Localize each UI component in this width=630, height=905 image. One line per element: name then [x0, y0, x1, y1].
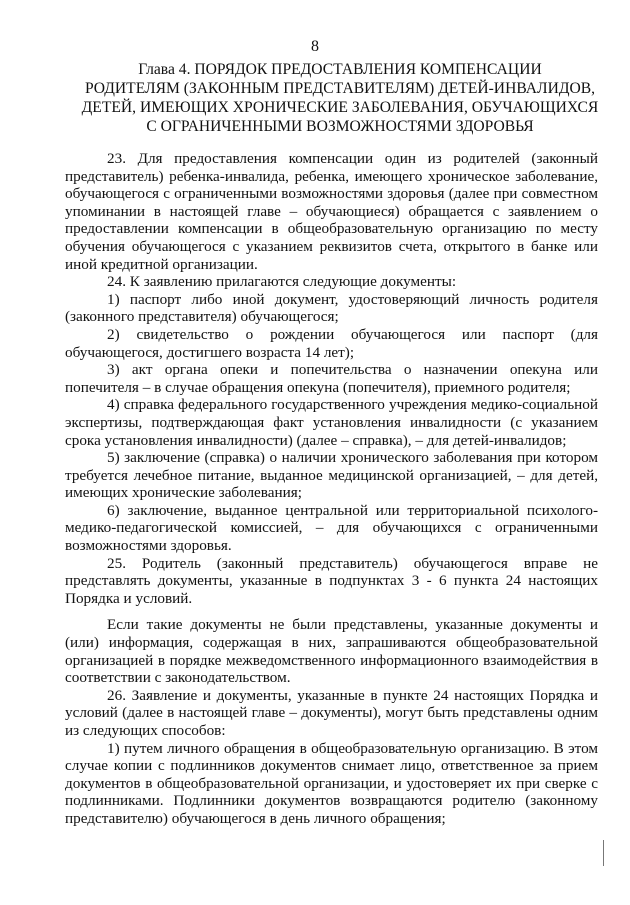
- chapter-title-line: РОДИТЕЛЯМ (ЗАКОННЫМ ПРЕДСТАВИТЕЛЯМ) ДЕТЕЙ-ИНВАЛИДОВ,: [84, 80, 596, 97]
- list-item-24-6: 6) заключение, выданное центральной или территориальной психолого-медико-педагогической комиссией, – для обучающихся с ограниченными возможностями здоровья.: [65, 501, 598, 555]
- scan-artifact-line: [603, 840, 604, 866]
- list-item-24-3: 3) акт органа опеки и попечительства о назначении опекуна или попечителя – в случае обращения опекуна (попечителя), приемного родителя;: [65, 361, 598, 396]
- chapter-title: [70, 60, 610, 136]
- document-body: [65, 150, 598, 828]
- chapter-title-line: Глава 4. ПОРЯДОК ПРЕДОСТАВЛЕНИЯ КОМПЕНСАЦИИ: [138, 61, 542, 78]
- list-item-26-1: 1) путем личного обращения в общеобразовательную организацию. В этом случае копии с подлинников документов снимает лицо, ответственное за прием документов в общеобразовательной организации, и удостоверяет их при сверке с подлинниками. Подлинники документов возвращаются родителю (законному представителю) обучающегося в день личного обращения;: [65, 739, 598, 827]
- chapter-title-line: ДЕТЕЙ, ИМЕЮЩИХ ХРОНИЧЕСКИЕ ЗАБОЛЕВАНИЯ, ОБУЧАЮЩИХСЯ: [81, 99, 599, 116]
- list-item-24-5: 5) заключение (справка) о наличии хронического заболевания при котором требуется лечебное питание, выданное медицинской организацией, – для детей, имеющих хронические заболевания;: [65, 449, 598, 502]
- paragraph-24: 24. К заявлению прилагаются следующие документы:: [107, 273, 457, 291]
- list-item-24-2: 2) свидетельство о рождении обучающегося или паспорт (для обучающегося, достигшего возраста 14 лет);: [65, 325, 598, 361]
- paragraph-25: 25. Родитель (законный представитель) обучающегося вправе не представлять документы, указанные в подпунктах 3 - 6 пункта 24 настоящих Порядка и условий.: [65, 554, 598, 607]
- list-item-24-4: 4) справка федерального государственного учреждения медико-социальной экспертизы, подтверждающая факт установления инвалидности (с указанием срока установления инвалидности) (далее – справка), – для детей-инвалидов;: [65, 396, 598, 449]
- page-number: 8: [311, 38, 319, 55]
- list-item-24-1: 1) паспорт либо иной документ, удостоверяющий личность родителя (законного представителя) обучающегося;: [65, 290, 598, 326]
- paragraph-23: 23. Для предоставления компенсации один из родителей (законный представитель) ребенка-инвалида, ребенка, имеющего хроническое заболевание, обучающегося с ограниченными возможностями здоровья (далее при совместном упоминании в настоящей главе – обучающиеся) обращается с заявлением о предоставлении компенсации в общеобразовательную организацию по месту обучения обучающегося с указанием реквизитов счета, открытого в банке или иной кредитной организации.: [65, 150, 598, 273]
- chapter-title-line: С ОГРАНИЧЕННЫМИ ВОЗМОЖНОСТЯМИ ЗДОРОВЬЯ: [146, 118, 534, 135]
- paragraph-26: 26. Заявление и документы, указанные в пункте 24 настоящих Порядка и условий (далее в настоящей главе – документы), могут быть представлены одним из следующих способов:: [65, 686, 598, 739]
- paragraph-25-continuation: Если такие документы не были представлены, указанные документы и (или) информация, содержащая в них, запрашиваются общеобразовательной организацией в порядке межведомственного информационного взаимодействия в соответствии с законодательством.: [65, 616, 598, 687]
